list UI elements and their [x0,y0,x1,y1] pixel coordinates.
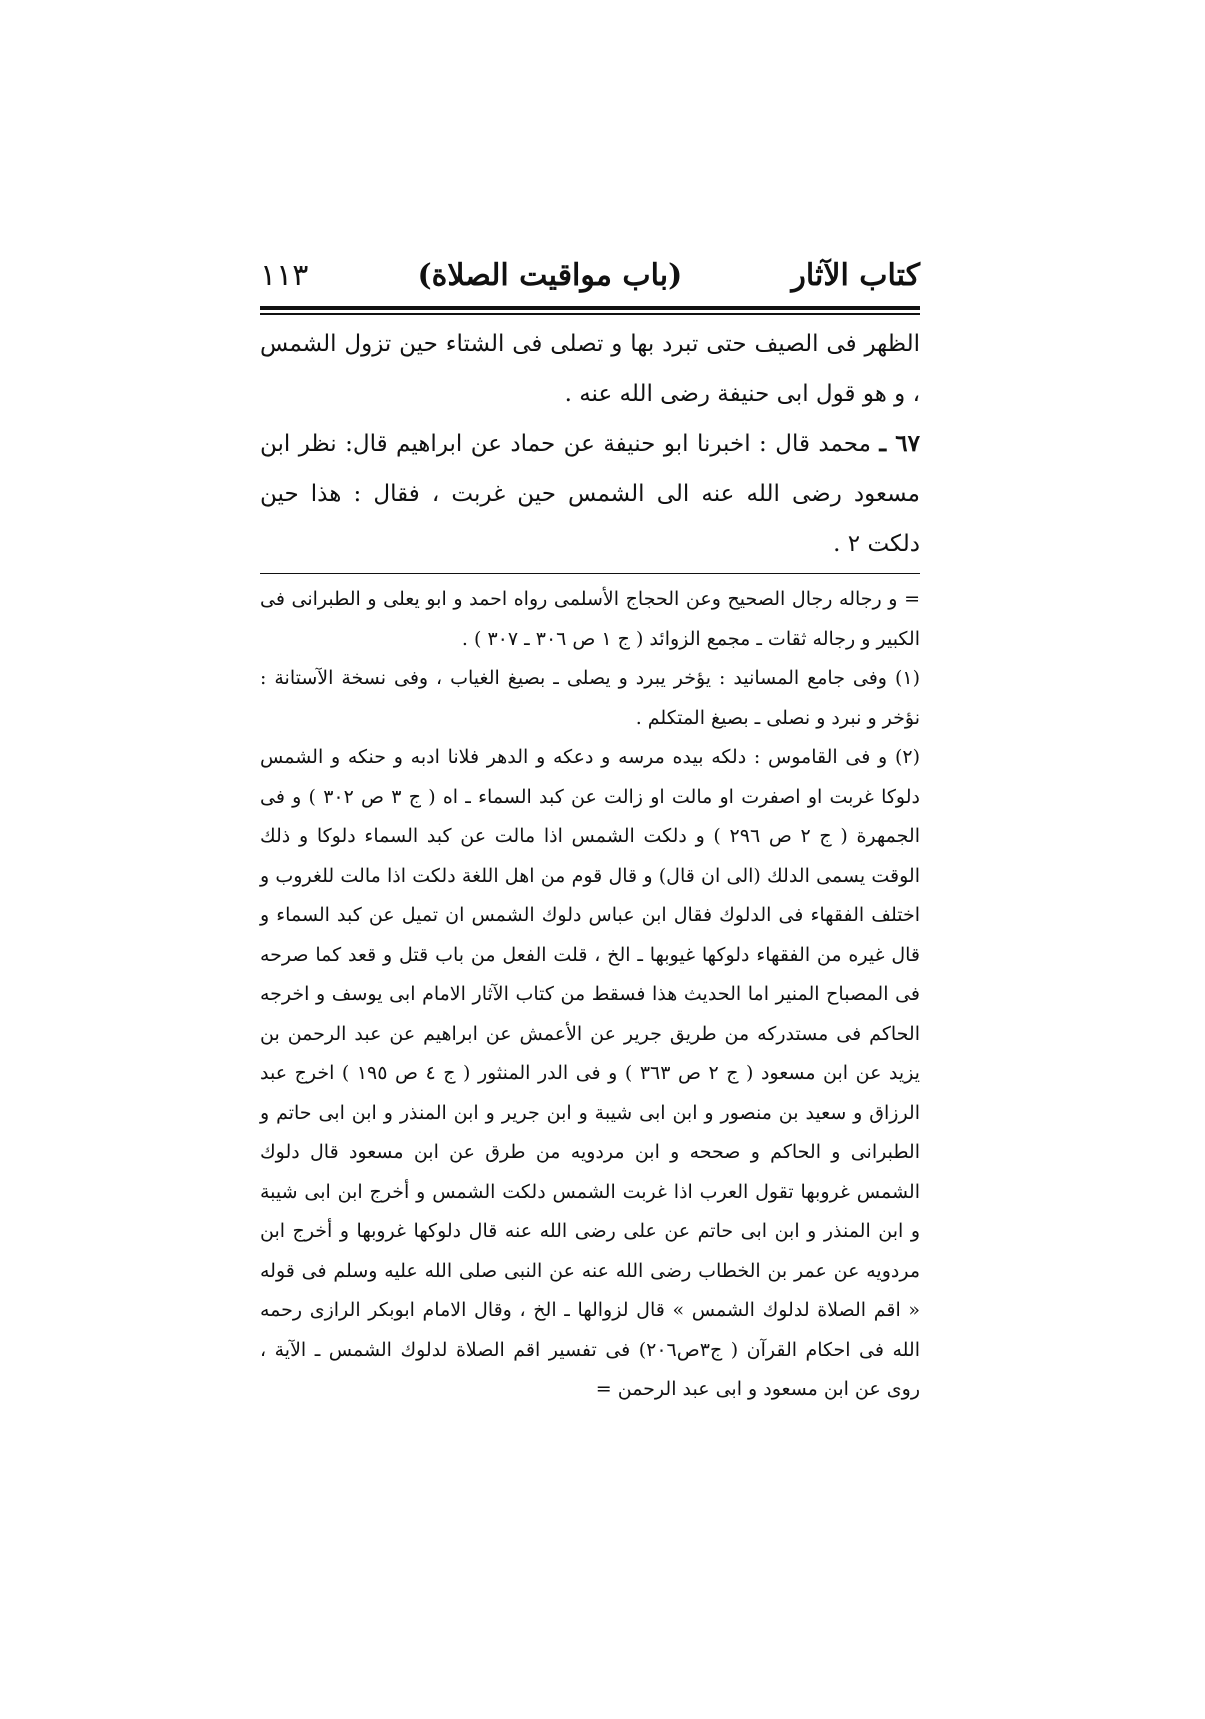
book-page [260,258,920,1410]
hadith-paragraph [260,419,920,569]
chapter-title: (باب مواقيت الصلاة) [417,258,683,293]
footnotes [260,580,920,1410]
header-rule-thin [260,313,920,315]
main-text [260,319,920,569]
page-number: ١١٣ [260,258,309,293]
footnote-continuation: = و رجاله رجال الصحیح وعن الحجاج الأسلمی رواه احمد و ابو یعلی و الطبرانی فی الکبیر و رجاله ثقات ـ مجمع الزوائد ( ج ١ ص ٣٠٦ ـ ٣٠٧ ) . [260,588,920,650]
footnote-1: (١) وفی جامع المسانید : یؤخر یبرد و یصلی ـ بصیغ الغیاب ، وفی نسخة الآستانة : نؤخر و نبرد و نصلی ـ بصیغ المتکلم . [260,667,920,729]
main-paragraph: الظهر فی الصیف حتی تبرد بها و تصلی فی الشتاء حین تزول الشمس ، و هو قول ابی حنیفة رضی الله عنه . [260,330,920,407]
page-header [260,258,920,304]
hadith-text: محمد قال : اخبرنا ابو حنیفة عن حماد عن ابراهیم قال: نظر ابن مسعود رضی الله عنه الی الشمس حین غربت ، فقال : هذا حین دلکت ٢ . [260,430,920,557]
footnote-separator [260,573,920,575]
hadith-number: ٦٧ ـ [879,429,920,457]
book-title: كتاب الآثار [791,258,920,293]
footnote-2: (٢) و فی القاموس : دلکه بیده مرسه و دعکه و الدهر فلانا ادبه و حنکه و الشمس دلوکا غربت او اصفرت او مالت او زالت عن کبد السماء ـ اه ( ج ٣ ص ٣٠٢ ) و فی الجمهرة ( ج ٢ ص ٢٩٦ ) و دلکت الشمس اذا مالت عن کبد السماء دلوکا و ذلك الوقت یسمی الدلك (الی ان قال) و قال قوم من اهل اللغة دلکت اذا مالت للغروب و اختلف الفقهاء فی الدلوك فقال ابن عباس دلوك الشمس ان تمیل عن کبد السماء و قال غیره من الفقهاء دلوکها غیوبها ـ الخ ، قلت الفعل من باب قتل و قعد کما صرحه فی المصباح المنیر اما الحدیث هذا فسقط من کتاب الآثار الامام ابی یوسف و اخرجه الحاکم فی مستدرکه من طریق جریر عن الأعمش عن ابراهیم عن عبد الرحمن بن یزید عن ابن مسعود ( ج ٢ ص ٣٦٣ ) و فی الدر المنثور ( ج ٤ ص ١٩٥ ) اخرج عبد الرزاق و سعید بن منصور و ابن ابی شیبة و ابن جریر و ابن المنذر و ابن ابی حاتم و الطبرانی و الحاکم و صححه و ابن مردویه من طرق عن ابن مسعود قال دلوك الشمس غروبها تقول العرب اذا غربت الشمس دلکت الشمس و أخرج ابن ابی شیبة و ابن المنذر و ابن ابی حاتم عن علی رضی الله عنه قال دلوکها غروبها و أخرج ابن مردویه عن عمر بن الخطاب رضی الله عنه عن النبی صلی الله علیه وسلم فی قوله « اقم الصلاة لدلوك الشمس » قال لزوالها ـ الخ ، وقال الامام ابوبکر الرازی رحمه الله فی احکام القرآن ( ج٣ص٢٠٦) فی تفسیر اقم الصلاة لدلوك الشمس ـ الآیة ، روی عن ابن مسعود و ابی عبد الرحمن = [260,746,920,1400]
header-rule-thick [260,306,920,310]
